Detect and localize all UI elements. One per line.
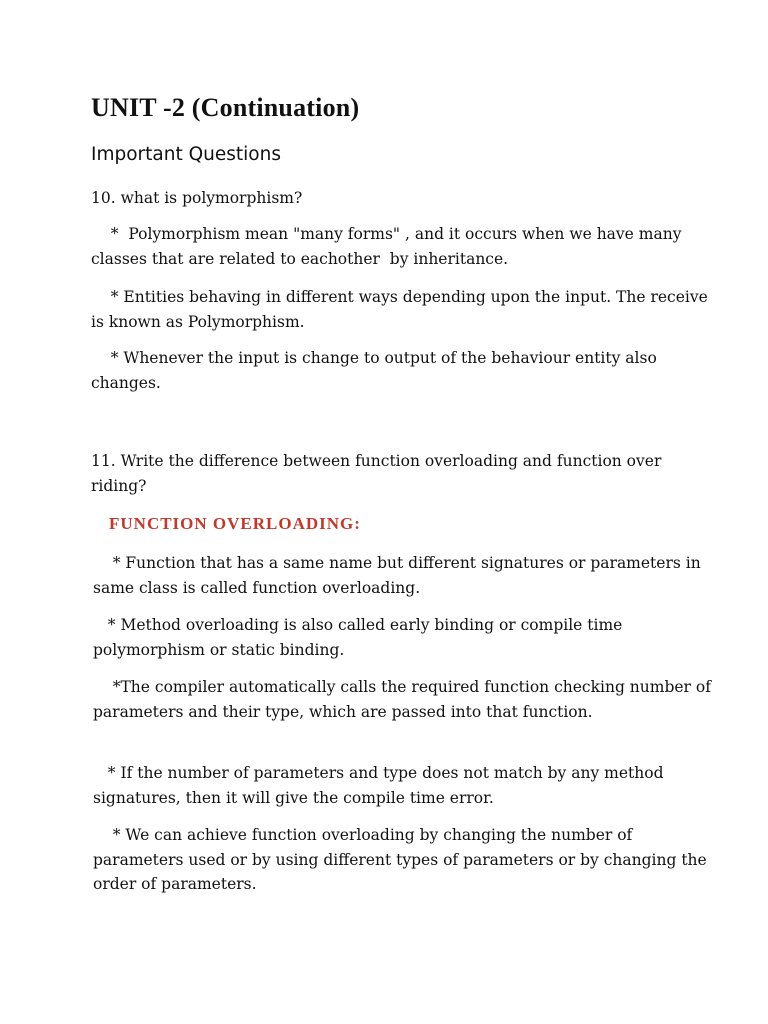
overloading-point-3: *The compiler automatically calls the required function checking number of parameters and their type, which are passed into that function. (93, 678, 716, 721)
q10-point-1: * Polymorphism mean "many forms" , and it occurs when we have many classes that are related to eachother by inheritance. (91, 225, 687, 268)
question-10: 10. what is polymorphism? (91, 189, 303, 207)
overloading-point-4: * If the number of parameters and type does not match by any method signatures, then it will give the compile time error. (93, 764, 669, 807)
q10-point-2: * Entities behaving in different ways depending upon the input. The receive is known as Polymorphism. (91, 288, 713, 331)
function-overloading-heading: FUNCTION OVERLOADING: (109, 514, 361, 533)
overloading-point-5: * We can achieve function overloading by changing the number of parameters used or by using different types of parameters or by changing the order of parameters. (93, 826, 712, 893)
q10-point-3: * Whenever the input is change to output of the behaviour entity also changes. (91, 349, 662, 392)
document-subtitle: Important Questions (91, 144, 281, 165)
overloading-point-2: * Method overloading is also called early binding or compile time polymorphism or static binding. (93, 616, 628, 659)
question-11: 11. Write the difference between function overloading and function over riding? (91, 452, 667, 495)
overloading-point-1: * Function that has a same name but different signatures or parameters in same class is called function overloading. (93, 554, 706, 597)
document-title: UNIT -2 (Continuation) (91, 93, 360, 122)
